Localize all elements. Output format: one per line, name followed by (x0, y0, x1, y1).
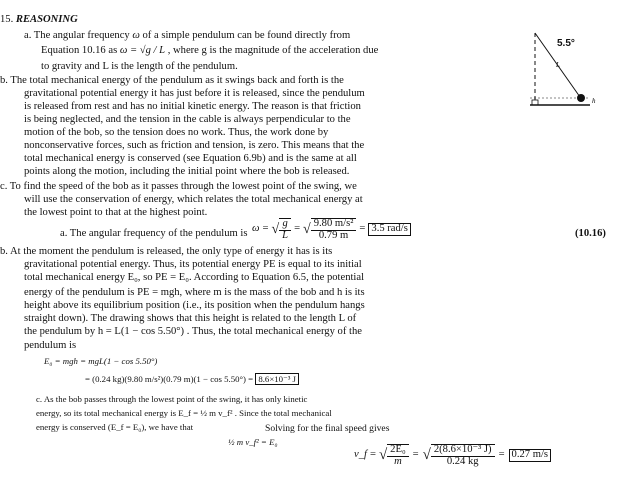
equation-number: (10.16) (575, 228, 606, 239)
part-b-line: total mechanical energy is conserved (see Equation 6.9b) and is the same at all (24, 153, 357, 164)
energy-equation-2: = (0.24 kg)(9.80 m/s²)(0.79 m)(1 − cos 5.50°) = 8.6×10⁻³ J (85, 375, 299, 384)
solution-b-line: height above its equilibrium position (i.e., its position when the pendulum hangs (24, 300, 365, 311)
solution-c-line1: c. As the bob passes through the lowest point of the swing, it has only kinetic (36, 394, 308, 404)
solution-c-line3b: Solving for the final speed gives (265, 423, 390, 434)
part-b-line: is being neglected, and the tension in the cable is always perpendicular to the (24, 114, 351, 125)
solution-b-result: 8.6×10⁻³ J (255, 373, 299, 385)
solution-c-line2: energy, so its total mechanical energy is E_f = ½ m v_f² . Since the total mechanical (36, 408, 332, 418)
part-b-line: is released from rest and has no initial kinetic energy. The reason is that friction (24, 101, 361, 112)
problem-heading (0, 15, 78, 26)
solution-a-result: 3.5 rad/s (368, 223, 410, 236)
part-b-line: nonconservative forces, such as friction and tension, is zero. This means that the (24, 140, 365, 151)
part-b-line: points along the motion, including the initial point where the bob is released. (24, 166, 350, 177)
solution-b-line: the pendulum by h = L(1 − cos 5.50°) . Thus, the total mechanical energy of the (24, 326, 362, 337)
part-c-line: will use the conservation of energy, which relates the total mechanical energy at (24, 194, 363, 205)
part-a-line3: to gravity and L is the length of the pendulum. (41, 61, 238, 72)
part-a-line1: a. The angular frequency ω of a simple pendulum can be found directly from (24, 30, 351, 41)
kinetic-energy-equation: ½ m v_f² = E₀ (228, 437, 278, 447)
length-label: L (556, 61, 560, 69)
part-c-line: the lowest point to that at the highest point. (24, 207, 208, 218)
solution-b-line: straight down). The drawing shows that this height is related to the length L of (24, 313, 357, 324)
problem-number: 15. (0, 14, 14, 25)
solution-c-line3: energy is conserved (E_f = E₀), we have that (36, 422, 194, 432)
solution-b-line: pendulum is (24, 340, 77, 351)
part-c-line: c. To find the speed of the bob as it passes through the lowest point of the swing, we (0, 181, 357, 192)
solution-b-line: energy of the pendulum is PE = mgh, where m is the mass of the bob and h is its (24, 287, 365, 298)
angular-frequency-formula: ω = √g / L (119, 45, 166, 56)
part-b-line: motion of the bob, so the tension does no work. Thus, the work done by (24, 127, 329, 138)
height-label: h (592, 97, 596, 105)
solution-c-result: 0.27 m/s (509, 449, 552, 462)
part-b-line: gravitational potential energy it has just before it is released, since the pendulum (24, 88, 365, 99)
final-speed-equation: v_f = √ $\frac{\text{2E₀}}{m}$ = √ $\frac{\text{2(8.6×10⁻³ J)}}{0.24 kg}$ = 0.27 m/s (354, 444, 551, 467)
part-b-line: b. The total mechanical energy of the pendulum as it swings back and forth is the (0, 75, 344, 86)
solution-b-line: b. At the moment the pendulum is released, the only type of energy it has is its (0, 246, 333, 257)
solution-a-label: a. The angular frequency of the pendulum is (60, 228, 248, 239)
energy-equation-1: E₀ = mgh = mgL(1 − cos 5.50°) (44, 356, 158, 366)
problem-title: REASONING (15, 14, 78, 25)
solution-a-equation: ω = √ $\frac{g}{L}$ = √ $\frac{\text{9.80 m/s²}}{0.79 m}$ = 3.5 rad/s (252, 218, 411, 241)
solution-b-line: total mechanical energy E₀, so PE = E₀. According to Equation 6.5, the potential (24, 272, 365, 283)
angle-label: 5.5° (557, 38, 575, 49)
solution-b-line: gravitational potential energy. Thus, its potential energy PE is equal to its initial (24, 259, 362, 270)
part-a-line2: Equation 10.16 as ω = √g / L , where g is the magnitude of the acceleration due (41, 45, 379, 56)
